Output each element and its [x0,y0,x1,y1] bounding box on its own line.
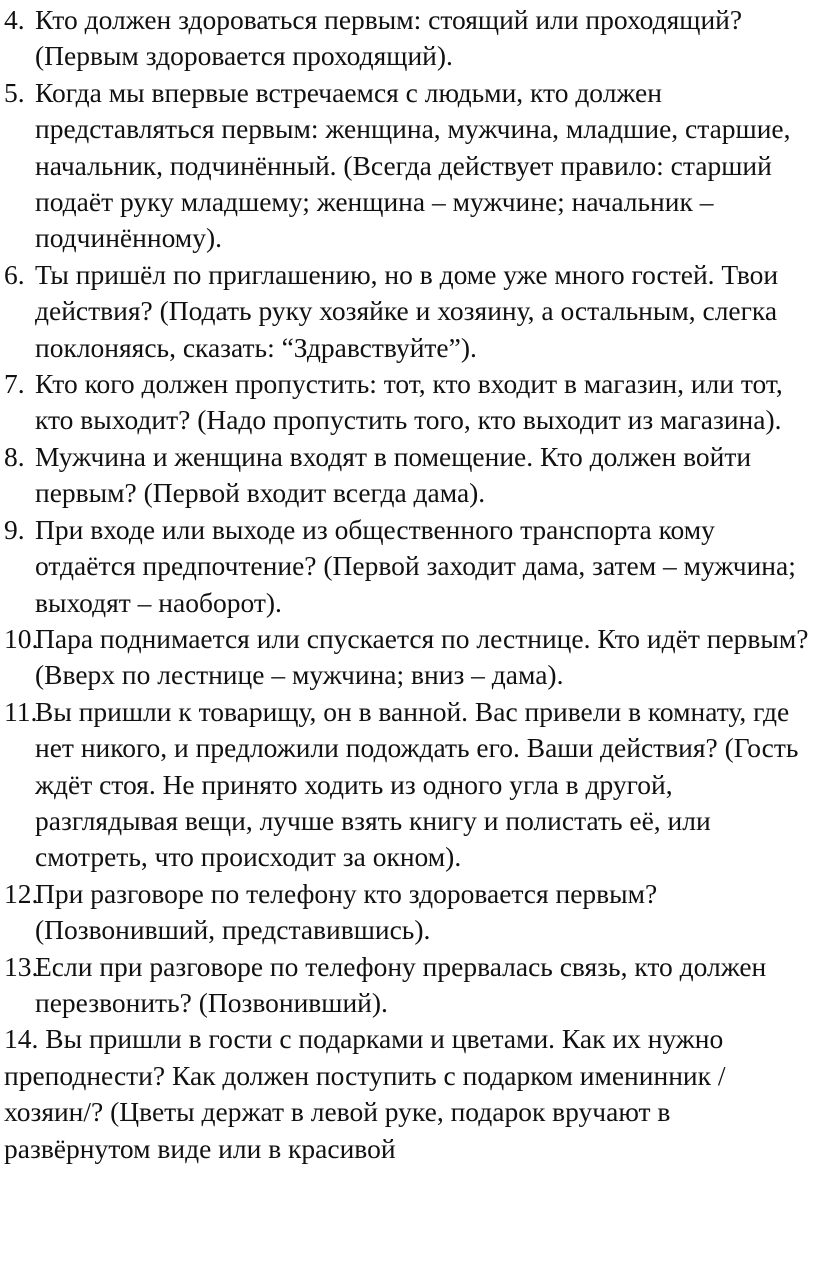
list-item [4,876,812,949]
document-page [4,2,812,1167]
list-item [4,621,812,694]
list-item-text: Ты пришёл по приглашению, но в доме уже много гостей. Твои действия? (Подать руку хозяйке и хозяину, а остальным, слегка поклоняясь, сказать: “Здравствуйте”). [35,258,779,363]
list-item-text: Если при разговоре по телефону прервалась связь, кто должен перезвонить? (Позвонивший). [35,950,767,1018]
list-item-number: 12. [4,877,39,909]
list-item-text: Мужчина и женщина входят в помещение. Кто должен войти первым? (Первой входит всегда дама). [35,440,752,509]
list-item-text: Пара поднимается или спускается по лестнице. Кто идёт первым? (Вверх по лестнице – мужчина; вниз – дама). [35,622,809,691]
list-item [4,2,812,75]
list-item [4,512,812,621]
list-item-number: 5. [4,76,25,108]
list-item-number: 6. [4,258,25,290]
list-item [4,439,812,512]
list-item-number: 8. [4,440,25,472]
list-item [4,694,812,876]
list-item-text: При входе или выходе из общественного транспорта кому отдаётся предпочтение? (Первой заходит дама, затем – мужчина; выходят – наоборот). [35,513,796,618]
list-item [4,75,812,257]
list-item [4,257,812,366]
list-item-number: 10. [4,622,39,654]
list-item-text: Вы пришли к товарищу, он в ванной. Вас привели в комнату, где нет никого, и предложили подождать его. Ваши действия? (Гость ждёт стоя. Не принято ходить из одного угла в другой, разглядывая вещи, лучше взять книгу и полистать её, или смотреть, что происходит за окном). [35,695,799,873]
list-item-text: Кто должен здороваться первым: стоящий или проходящий? (Первым здоровается проходящий). [35,4,743,72]
list-item-number: 9. [4,513,25,545]
list-item-text: При разговоре по телефону кто здоровается первым? (Позвонивший, представившись). [35,877,658,946]
list-item [4,949,812,1022]
list-item-number: 13. [4,950,39,982]
list-item-number: 11. [4,695,38,727]
list-item [4,366,812,439]
list-item-number: 4. [4,4,25,35]
final-paragraph: 14. Вы пришли в гости с подарками и цветами. Как их нужно преподнести? Как должен поступить с подарком именинник /хозяин/? (Цветы держат в левой руке, подарок вручают в развёрнутом виде или в красивой [4,1023,726,1164]
list-item-number: 7. [4,368,25,400]
list-item-text: Когда мы впервые встречаемся с людьми, кто должен представляться первым: женщина, мужчина, младшие, старшие, начальник, подчинённый. (Всегда действует правило: старший подаёт руку младшему; женщина – мужчине; начальник – подчинённому). [35,76,791,254]
list-item-text: Кто кого должен пропустить: тот, кто входит в магазин, или тот, кто выходит? (Надо пропустить того, кто выходит из магазина). [35,368,783,436]
